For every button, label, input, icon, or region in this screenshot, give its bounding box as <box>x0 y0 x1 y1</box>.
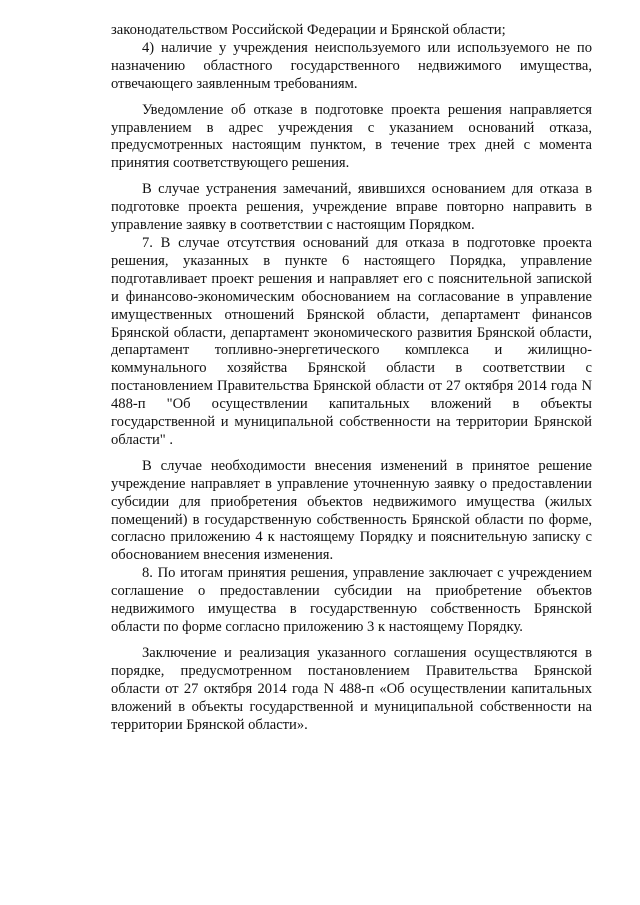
paragraph-resubmission: В случае устранения замечаний, явившихся основанием для отказа в подготовке проекта решения, учреждение вправе повторно направить в управление заявку в соответствии с настоящим Порядком. <box>111 181 592 234</box>
paragraph-item-8: 8. По итогам принятия решения, управление заключает с учреждением соглашение о предоставлении субсидии на приобретение объектов недвижимого имущества в государственную собственность Брянской области по форме согласно приложению 3 к настоящему Порядку. <box>111 565 592 635</box>
paragraph-changes: В случае необходимости внесения изменений в принятое решение учреждение направляет в управление уточненную заявку о предоставлении субсидии для приобретения объектов недвижимого имущества (жилых помещений) в государственную собственность Брянской области по форме, согласно приложению 4 к настоящему Порядку и пояснительную записку с обоснованием внесения изменения. <box>111 457 592 564</box>
paragraph-refusal-notice: Уведомление об отказе в подготовке проекта решения направляется управлением в адрес учреждения с указанием оснований отказа, предусмотренных настоящим пунктом, в течение трех дней с момента принятия соответствующего решения. <box>111 101 592 172</box>
paragraph-agreement: Заключение и реализация указанного соглашения осуществляются в порядке, предусмотренном постановлением Правительства Брянской области от 27 октября 2014 года N 488-п «Об осуществлении капитальных вложений в объекты государственной и муниципальной собственности на территории Брянской области». <box>111 644 592 733</box>
paragraph-continuation: законодательством Российской Федерации и Брянской области; <box>111 22 506 38</box>
paragraph-item-4: 4) наличие у учреждения неиспользуемого или используемого не по назначению областного государственного недвижимого имущества, отвечающего заявленным требованиям. <box>111 39 592 92</box>
paragraph-item-7: 7. В случае отсутствия оснований для отказа в подготовке проекта решения, указанных в пункте 6 настоящего Порядка, управление подготавливает проект решения и направляет его с пояснительной запиской и финансово-экономическим обоснованием на согласование в управление имущественных отношений Брянской области, департамент финансов Брянской области, департамент экономического развития Брянской области, департамент топливно-энергетического комплекса и жилищно-коммунального хозяйства Брянской области в соответствии с постановлением Правительства Брянской области от 27 октября 2014 года N 488-п "Об осуществлении капитальных вложений в объекты государственной и муниципальной собственности на территории Брянской области" . <box>111 234 592 448</box>
